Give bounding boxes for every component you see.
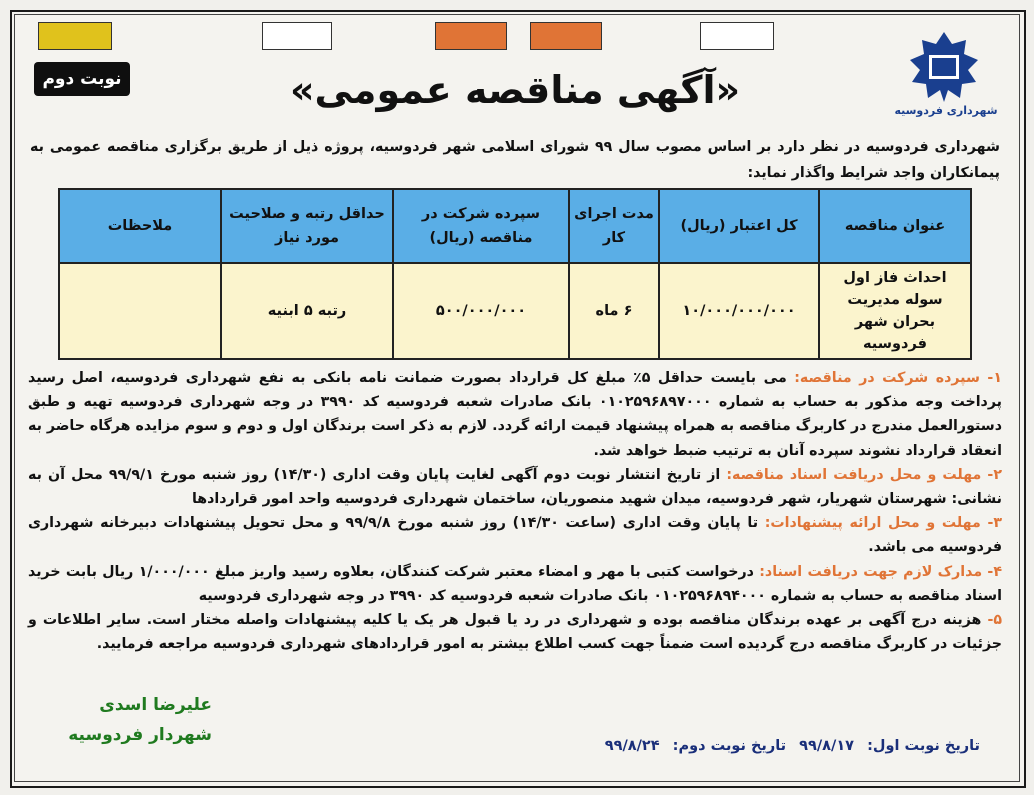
- condition-label: ۳- مهلت و محل ارائه پیشنهادات:: [764, 515, 1003, 532]
- condition-item: [28, 463, 1002, 511]
- table-cell: رتبه ۵ ابنیه: [221, 263, 393, 359]
- condition-text: می بایست حداقل ۵٪ مبلغ کل قرارداد بصورت ضمانت نامه بانکی به نفع شهرداری فردوسیه، اصل رسید پرداخت وجه مذکور به حساب به شماره ۰۱۰۲۵۹۶۸۹۷۰۰۰ بانک صادرات شعبه فردوسیه کد ۳۹۹۰ در وجه شهرداری فردوسیه تهیه و طبق دستورالعمل مندرج در کاربرگ مناقصه به همراه پیشنهاد قیمت ارائه گردد. لازم به ذکر است برندگان اول و دوم و سوم مزایده هرگاه حاضر به انعقاد قرارداد نشوند سپرده آنان به ترتیب ضبط خواهد شد.: [28, 370, 1002, 459]
- second-date-label: تاریخ نوبت دوم:: [672, 738, 787, 754]
- condition-item: [28, 366, 1002, 463]
- header-cell: سپرده شرکت در مناقصه (ریال): [393, 189, 569, 263]
- header-cell: عنوان مناقصه: [819, 189, 971, 263]
- table-header-row: [59, 189, 971, 263]
- notice-title: «آگهی مناقصه عمومی»: [289, 68, 741, 112]
- color-swatch-orange: [435, 22, 507, 50]
- table-row: [59, 263, 971, 359]
- condition-item: [28, 560, 1002, 608]
- condition-text: درخواست کتبی با مهر و امضاء معتبر شرکت کنندگان، بعلاوه رسید واریز مبلغ ۱/۰۰۰/۰۰۰ ریال بابت خرید اسناد مناقصه به حساب به شماره ۰۱۰۲۵۹۶۸۹۴۰۰۰ بانک صادرات شعبه فردوسیه کد ۳۹۹۰ در وجه شهرداری فردوسیه: [28, 563, 1002, 604]
- table-cell: ۱۰/۰۰۰/۰۰۰/۰۰۰: [659, 263, 819, 359]
- condition-label: ۴- مدارک لازم جهت دریافت اسناد:: [759, 563, 1002, 580]
- color-swatch-white: [262, 22, 332, 50]
- publication-dates: [560, 738, 980, 754]
- condition-item: [28, 511, 1002, 559]
- table-cell: ۵۰۰/۰۰۰/۰۰۰: [393, 263, 569, 359]
- signature-block: [52, 690, 212, 750]
- header-cell: حداقل رتبه و صلاحیت مورد نیاز: [221, 189, 393, 263]
- header-cell: مدت اجرای کار: [569, 189, 659, 263]
- table-cell: ۶ ماه: [569, 263, 659, 359]
- condition-label: ۱- سپرده شرکت در مناقصه:: [794, 370, 1002, 386]
- condition-text: تا پایان وقت اداری (ساعت ۱۴/۳۰) روز شنبه مورخ ۹۹/۹/۸ و محل تحویل پیشنهادات دبیرخانه شهرداری فردوسیه می باشد.: [28, 515, 1002, 556]
- header-cell: کل اعتبار (ریال): [659, 189, 819, 263]
- condition-label: ۵-: [987, 612, 1002, 629]
- first-date-value: ۹۹/۸/۱۷: [799, 738, 855, 754]
- tender-table: [58, 188, 972, 360]
- conditions-list: [28, 366, 1002, 656]
- color-swatch-orange: [530, 22, 602, 50]
- table-cell: احداث فاز اول سوله مدیریت بحران شهر فردوسیه: [819, 263, 971, 359]
- first-date-label: تاریخ نوبت اول:: [867, 738, 980, 754]
- signer-title: شهردار فردوسیه: [68, 725, 212, 745]
- color-swatch-white: [700, 22, 774, 50]
- color-swatch-yellow: [38, 22, 112, 50]
- condition-text: از تاریخ انتشار نوبت دوم آگهی لغایت پایان وقت اداری (۱۴/۳۰) روز شنبه مورخ ۹۹/۹/۱ محل آن به نشانی: شهرستان شهریار، شهر فردوسیه، میدان شهید منصوریان، ساختمان شهرداری فردوسیه واحد امور قراردادها: [28, 466, 1002, 508]
- condition-text: هزینه درج آگهی بر عهده برندگان مناقصه بوده و شهرداری در رد یا قبول هر یک یا کلیه پیشنهادات واصله مختار است. سایر اطلاعات و جزئیات در کاربرگ مناقصه درج گردیده است ضمناً جهت کسب اطلاع بیشتر به امور قراردادهای شهرداری فردوسیه مراجعه فرمایید.: [28, 612, 1002, 653]
- municipality-logo-icon: [906, 30, 982, 104]
- logo-caption: شهرداری فردوسیه: [894, 104, 998, 117]
- table-cell: [59, 263, 221, 359]
- second-date-value: ۹۹/۸/۲۴: [604, 738, 660, 754]
- intro-paragraph: شهرداری فردوسیه در نظر دارد بر اساس مصوب سال ۹۹ شورای اسلامی شهر فردوسیه، پروژه ذیل از طریق برگزاری مناقصه عمومی به پیمانکاران واجد شرایط واگذار نماید:: [30, 139, 1000, 181]
- condition-label: ۲- مهلت و محل دریافت اسناد مناقصه:: [726, 466, 1002, 483]
- round-badge: نوبت دوم: [34, 62, 130, 96]
- condition-item: [28, 608, 1002, 656]
- header-cell: ملاحظات: [59, 189, 221, 263]
- signer-name: علیرضا اسدی: [99, 695, 212, 715]
